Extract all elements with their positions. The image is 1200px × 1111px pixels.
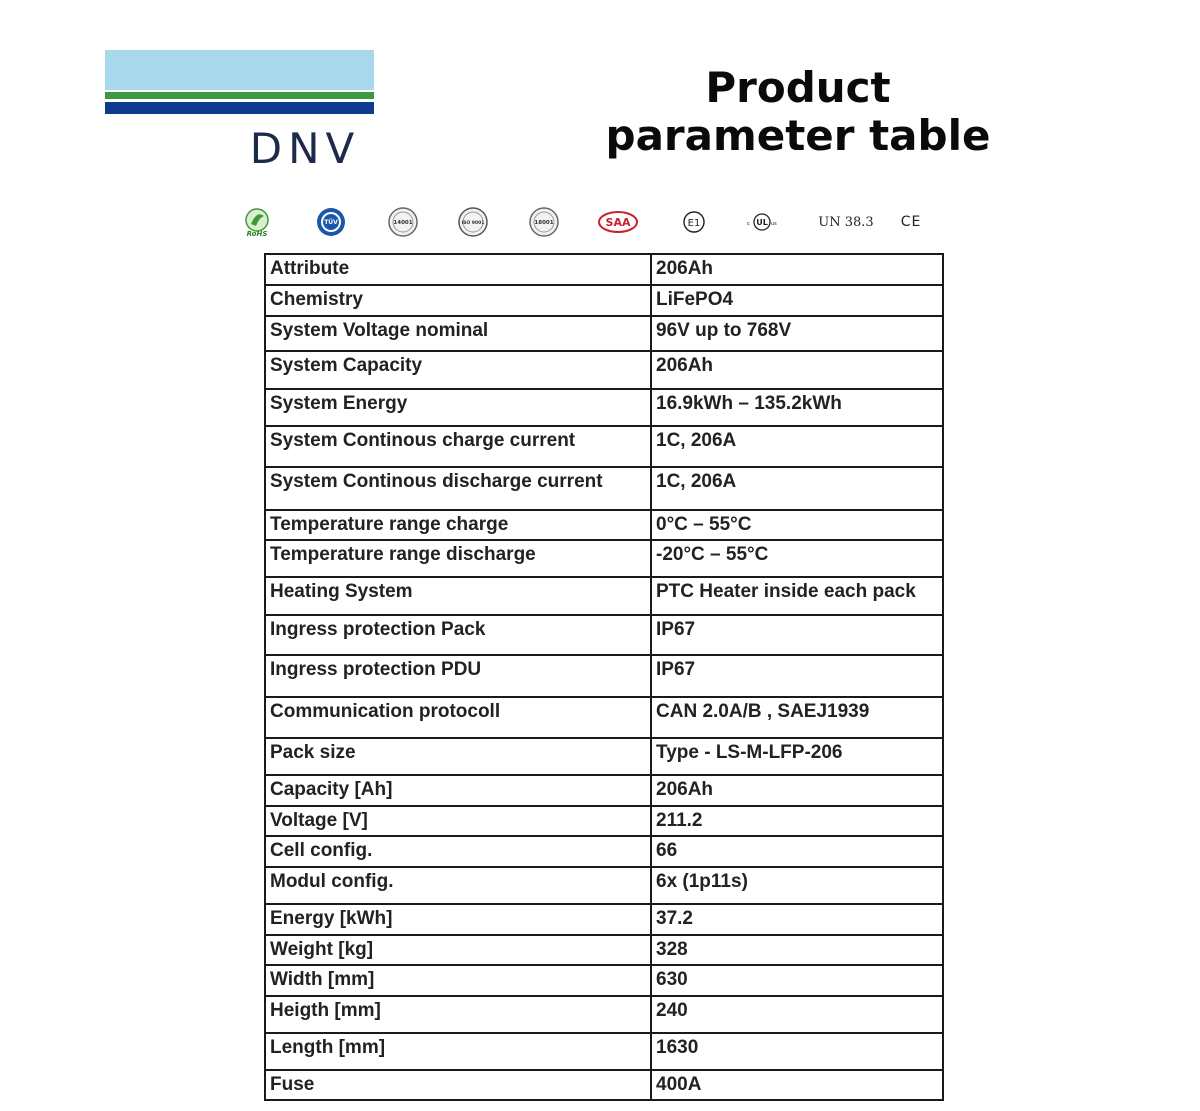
value-cell: 66 (651, 836, 943, 867)
value-cell: 1C, 206A (651, 467, 943, 510)
value-cell: 1630 (651, 1033, 943, 1070)
certification-strip (236, 206, 936, 240)
table-row (265, 316, 943, 351)
attribute-cell: Length [mm] (265, 1033, 651, 1070)
attribute-cell: Ingress protection PDU (265, 655, 651, 697)
value-cell: 206Ah (651, 254, 943, 285)
page-title (600, 64, 996, 160)
value-cell: IP67 (651, 655, 943, 697)
value-cell: CAN 2.0A/B , SAEJ1939 (651, 697, 943, 738)
iso-14001-text: 14001 (393, 220, 413, 226)
attribute-cell: System Continous discharge current (265, 467, 651, 510)
table-row (265, 540, 943, 577)
value-cell: 240 (651, 996, 943, 1033)
logo-band-blue (105, 102, 374, 114)
attribute-cell: Heigth [mm] (265, 996, 651, 1033)
value-cell: 0°C – 55°C (651, 510, 943, 540)
iso-14001-icon (386, 206, 420, 238)
attribute-cell: Communication protocoll (265, 697, 651, 738)
attribute-cell: Chemistry (265, 285, 651, 316)
un38-text: UN 38.3 (818, 214, 874, 230)
table-row (265, 738, 943, 775)
ce-icon (896, 206, 926, 238)
value-cell: -20°C – 55°C (651, 540, 943, 577)
attribute-cell: Modul config. (265, 867, 651, 904)
value-cell: PTC Heater inside each pack (651, 577, 943, 615)
table-row (265, 965, 943, 996)
value-cell: 630 (651, 965, 943, 996)
title-line-2: parameter table (605, 111, 991, 160)
ul-text: UL (756, 218, 768, 227)
attribute-cell: Ingress protection Pack (265, 615, 651, 655)
rohs-icon (240, 206, 274, 238)
ce-text: CE (900, 214, 922, 230)
svg-text:us: us (771, 221, 777, 227)
un38-icon (816, 206, 876, 238)
saa-text: SAA (605, 216, 631, 229)
attribute-cell: Attribute (265, 254, 651, 285)
table-row (265, 615, 943, 655)
table-row (265, 351, 943, 389)
table-row (265, 467, 943, 510)
value-cell: 6x (1p11s) (651, 867, 943, 904)
value-cell: 328 (651, 935, 943, 965)
value-cell: LiFePO4 (651, 285, 943, 316)
logo-wordmark: DNV (249, 124, 361, 173)
attribute-cell: System Continous charge current (265, 426, 651, 467)
value-cell: 37.2 (651, 904, 943, 935)
attribute-cell: Temperature range charge (265, 510, 651, 540)
attribute-cell: Fuse (265, 1070, 651, 1100)
table-row (265, 389, 943, 426)
attribute-cell: Cell config. (265, 836, 651, 867)
table-row (265, 577, 943, 615)
e1-icon (680, 206, 708, 238)
value-cell: 211.2 (651, 806, 943, 836)
value-cell: IP67 (651, 615, 943, 655)
tuv-text: TÜV (324, 219, 338, 226)
attribute-cell: System Capacity (265, 351, 651, 389)
table-row (265, 510, 943, 540)
ul-icon (742, 206, 782, 238)
saa-icon (596, 206, 640, 238)
svg-text:c: c (747, 221, 750, 227)
dnv-logo (105, 50, 374, 173)
value-cell: 96V up to 768V (651, 316, 943, 351)
table-row (265, 655, 943, 697)
attribute-cell: Pack size (265, 738, 651, 775)
table-row (265, 935, 943, 965)
e1-text: E1 (687, 218, 701, 229)
attribute-cell: Voltage [V] (265, 806, 651, 836)
table-row (265, 996, 943, 1033)
attribute-cell: Heating System (265, 577, 651, 615)
value-cell: 1C, 206A (651, 426, 943, 467)
value-cell: 400A (651, 1070, 943, 1100)
table-row (265, 836, 943, 867)
parameter-table (264, 253, 944, 1101)
tuv-icon (314, 206, 348, 238)
table-row (265, 254, 943, 285)
attribute-cell: Weight [kg] (265, 935, 651, 965)
attribute-cell: Width [mm] (265, 965, 651, 996)
attribute-cell: System Energy (265, 389, 651, 426)
table-row (265, 806, 943, 836)
rohs-text: RoHS (246, 230, 268, 238)
value-cell: 16.9kWh – 135.2kWh (651, 389, 943, 426)
table-row (265, 775, 943, 806)
title-line-1: Product (705, 63, 891, 112)
iso-18001-text: 18001 (534, 220, 554, 226)
value-cell: 206Ah (651, 351, 943, 389)
value-cell: 206Ah (651, 775, 943, 806)
table-row (265, 867, 943, 904)
iso-9001-text: ISO 9001 (461, 221, 485, 226)
table-row (265, 1070, 943, 1100)
table-row (265, 426, 943, 467)
value-cell: Type - LS-M-LFP-206 (651, 738, 943, 775)
logo-band-light (105, 50, 374, 90)
attribute-cell: Capacity [Ah] (265, 775, 651, 806)
iso-18001-icon (527, 206, 561, 238)
iso-9001-icon (456, 206, 490, 238)
attribute-cell: Temperature range discharge (265, 540, 651, 577)
table-row (265, 285, 943, 316)
table-row (265, 697, 943, 738)
attribute-cell: System Voltage nominal (265, 316, 651, 351)
attribute-cell: Energy [kWh] (265, 904, 651, 935)
table-row (265, 1033, 943, 1070)
table-row (265, 904, 943, 935)
logo-band-green (105, 92, 374, 99)
